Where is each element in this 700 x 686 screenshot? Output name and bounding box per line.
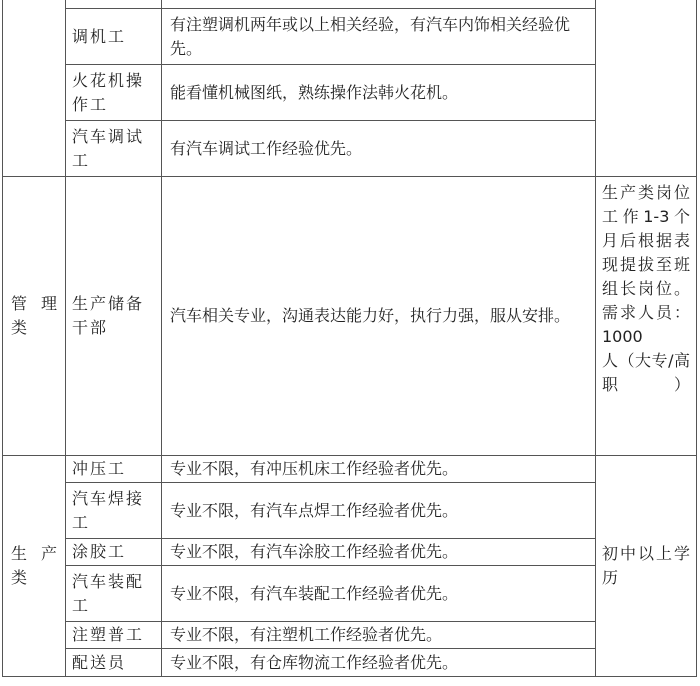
category-production: 生产类	[3, 456, 66, 677]
job-title: 汽车调试工	[66, 121, 162, 177]
table-row	[3, 9, 697, 65]
job-title: 汽车装配工	[66, 566, 162, 622]
job-requirement: 专业不限，有汽车涂胶工作经验者优先。	[162, 539, 596, 566]
job-title: 生产储备干部	[66, 177, 162, 456]
table-row	[3, 539, 697, 566]
job-title: 调机工	[66, 9, 162, 65]
table-row	[3, 456, 697, 483]
table-row	[3, 566, 697, 622]
job-title: 汽车焊接工	[66, 483, 162, 539]
job-title: 涂胶工	[66, 539, 162, 566]
category-management: 管理类	[3, 177, 66, 456]
table-row	[3, 0, 697, 9]
job-requirement: 专业不限，有汽车装配工作经验者优先。	[162, 566, 596, 622]
production-note: 初中以上学历	[596, 456, 697, 677]
table-row	[3, 121, 697, 177]
job-requirement: 汽车相关专业，沟通表达能力好，执行力强，服从安排。	[162, 177, 596, 456]
job-requirement: 有汽车调试工作经验优先。	[162, 121, 596, 177]
table-row	[3, 649, 697, 677]
table-row	[3, 483, 697, 539]
table-row	[3, 177, 697, 456]
management-note	[596, 177, 697, 456]
table-row	[3, 622, 697, 649]
recruitment-table	[2, 0, 697, 677]
job-title	[66, 0, 162, 9]
job-requirement: 有注塑调机两年或以上相关经验，有汽车内饰相关经验优先。	[162, 9, 596, 65]
category-cell-top	[3, 0, 66, 177]
job-requirement: 专业不限，有汽车点焊工作经验者优先。	[162, 483, 596, 539]
management-note-text: 生产类岗位工作1-3个月后根据表现提拔至班组长岗位。需求人员：1000	[602, 183, 690, 346]
job-title: 冲压工	[66, 456, 162, 483]
table-row	[3, 65, 697, 121]
job-requirement	[162, 0, 596, 9]
job-requirement: 专业不限，有冲压机床工作经验者优先。	[162, 456, 596, 483]
job-requirement: 专业不限，有仓库物流工作经验者优先。	[162, 649, 596, 677]
job-requirement: 能看懂机械图纸，熟练操作法韩火花机。	[162, 65, 596, 121]
note-cell-top	[596, 0, 697, 177]
job-title: 配送员	[66, 649, 162, 677]
management-note-education: 人（大专/高职）	[602, 351, 690, 394]
job-title: 火花机操作工	[66, 65, 162, 121]
job-title: 注塑普工	[66, 622, 162, 649]
job-requirement: 专业不限，有注塑机工作经验者优先。	[162, 622, 596, 649]
